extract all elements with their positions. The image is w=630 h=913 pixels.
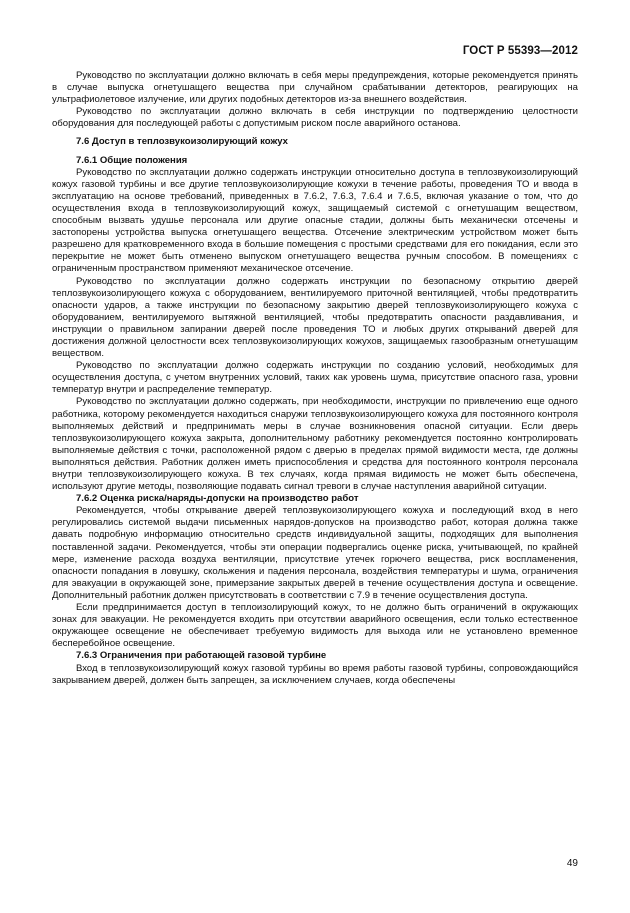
document-body — [52, 70, 578, 687]
paragraph: Руководство по эксплуатации должно содержать инструкции по созданию условий, необходимых для осуществления доступа, с учетом внутренних условий, таких как уровень шума, присутствие опасного газа, уровни температур внутри и распределение температур. — [52, 360, 578, 396]
paragraph: Руководство по эксплуатации должно содержать инструкции по безопасному открытию дверей теплозвукоизолирующего кожуха с оборудованием, вентилируемого приточной вентиляцией, чтобы предотвратить опасности ударов, а также инструкции по безопасному закрытию дверей теплозвукоизолирующего кожуха с оборудованием, вентилируемого вытяжной вентиляцией, чтобы предотвратить опасности раздавливания, и инструкции о правильном запирании дверей после проведения ТО и любых других открываний дверей для достижения должной целостности всех теплозвукоизолирующих кожухов, защищаемых газообразным огнетушащим веществом. — [52, 275, 578, 360]
document-code: ГОСТ Р 55393—2012 — [462, 45, 578, 57]
paragraph: Руководство по эксплуатации должно включать в себя меры предупреждения, которые рекомендуется принять в случае выпуска огнетушащего вещества при случайном срабатывании детекторов, реагирующих на ультрафиолетовое излучение, или других подобных детекторов из-за внешнего воздействия. — [52, 70, 578, 106]
section-heading-7-6-2: 7.6.2 Оценка риска/наряды-допуски на производство работ — [76, 493, 359, 505]
section-heading-7-6-3: 7.6.3 Ограничения при работающей газовой турбине — [76, 650, 327, 662]
paragraph: Вход в теплозвукоизолирующий кожух газовой турбины во время работы газовой турбины, сопровождающийся закрыванием дверей, должен быть запрещен, за исключением случаев, когда обеспечены — [52, 662, 578, 686]
page-number: 49 — [566, 858, 578, 869]
paragraph: Руководство по эксплуатации должно включать в себя инструкции по подтверждению целостности оборудования для последующей работы с допустимым риском после аварийного останова. — [52, 106, 578, 130]
section-heading-7-6-1: 7.6.1 Общие положения — [76, 154, 188, 166]
paragraph: Рекомендуется, чтобы открывание дверей теплозвукоизолирующего кожуха и последующий вход в него регулировались системой выдачи письменных нарядов-допусков на производство работ, которая должна также давать подробную информацию относительно средств индивидуальной защиты, подходящих для выполнения поставленной задачи. Рекомендуется, чтобы эти операции подвергались оценке риска, учитывающей, по крайней мере, изменение расхода воздуха вентиляции, присутствие утечек горючего вещества, риск воспламенения, опасности попадания в ловушку, скольжения и падения персонала, воздействия температуры и шума, ограничения для эвакуации в окружающей зоне, примерзание закрытых дверей в течение осуществления доступа и освещение. Дополнительный работник должен присутствовать в соответствии с 7.9 в течение осуществления доступа. — [52, 505, 578, 601]
paragraph: Руководство по эксплуатации должно содержать инструкции относительно доступа в теплозвукоизолирующий кожух газовой турбины и все другие теплозвукоизолирующие кожухи в течение работы, проведения ТО и ввода в эксплуатацию на основе требований, приведенных в 7.6.2, 7.6.3, 7.6.4 и 7.6.5, включая указание о том, что до осуществления входа в теплозвукоизолирующий кожух, защищаемый системой с огнетушащим веществом, способным вызвать удушье персонала или другие опасные стадии, должны быть механически отсечены и застопорены устройства выпуска огнетушащего вещества. Отсечение электрическим устройством может быть разрешено для кратковременного входа в большие помещения с простыми средствами для его покидания, если это перекрытие не может быть отменено выпуском огнетушащего вещества ручным способом. В помещениях с ограниченным пространством применяют механическое отсечение. — [52, 166, 578, 275]
section-heading-7-6: 7.6 Доступ в теплозвукоизолирующий кожух — [76, 136, 288, 148]
paragraph: Руководство по эксплуатации должно содержать, при необходимости, инструкции по привлечению еще одного работника, которому рекомендуется находиться снаружи теплозвукоизолирующего кожуха для постоянного контроля выполняемых действий и предпринимать меры в случае возникновения опасной ситуации. Если дверь теплозвукоизолирующего кожуха закрыта, дополнительному работнику рекомендуется постоянно контролировать выполняемые действия с точки, расположенной рядом с дверью в пределах прямой видимости места, где должны выполняться действия. Работник должен иметь приспособления и средства для постоянного контроля персонала внутри теплозвукоизолирующего кожуха. В тех случаях, когда прямая видимость не может быть обеспечена, используют другие методы, позволяющие подавать сигнал тревоги в случае наступления аварийной ситуации. — [52, 396, 578, 493]
paragraph: Если предпринимается доступ в теплоизолирующий кожух, то не должно быть ограничений в окружающих зонах для эвакуации. Не рекомендуется входить при отсутствии аварийного освещения, если только естественное окружающее освещение не обеспечивает требуемую видимость для выхода или не установлено временное бесперебойное освещение. — [52, 602, 578, 650]
